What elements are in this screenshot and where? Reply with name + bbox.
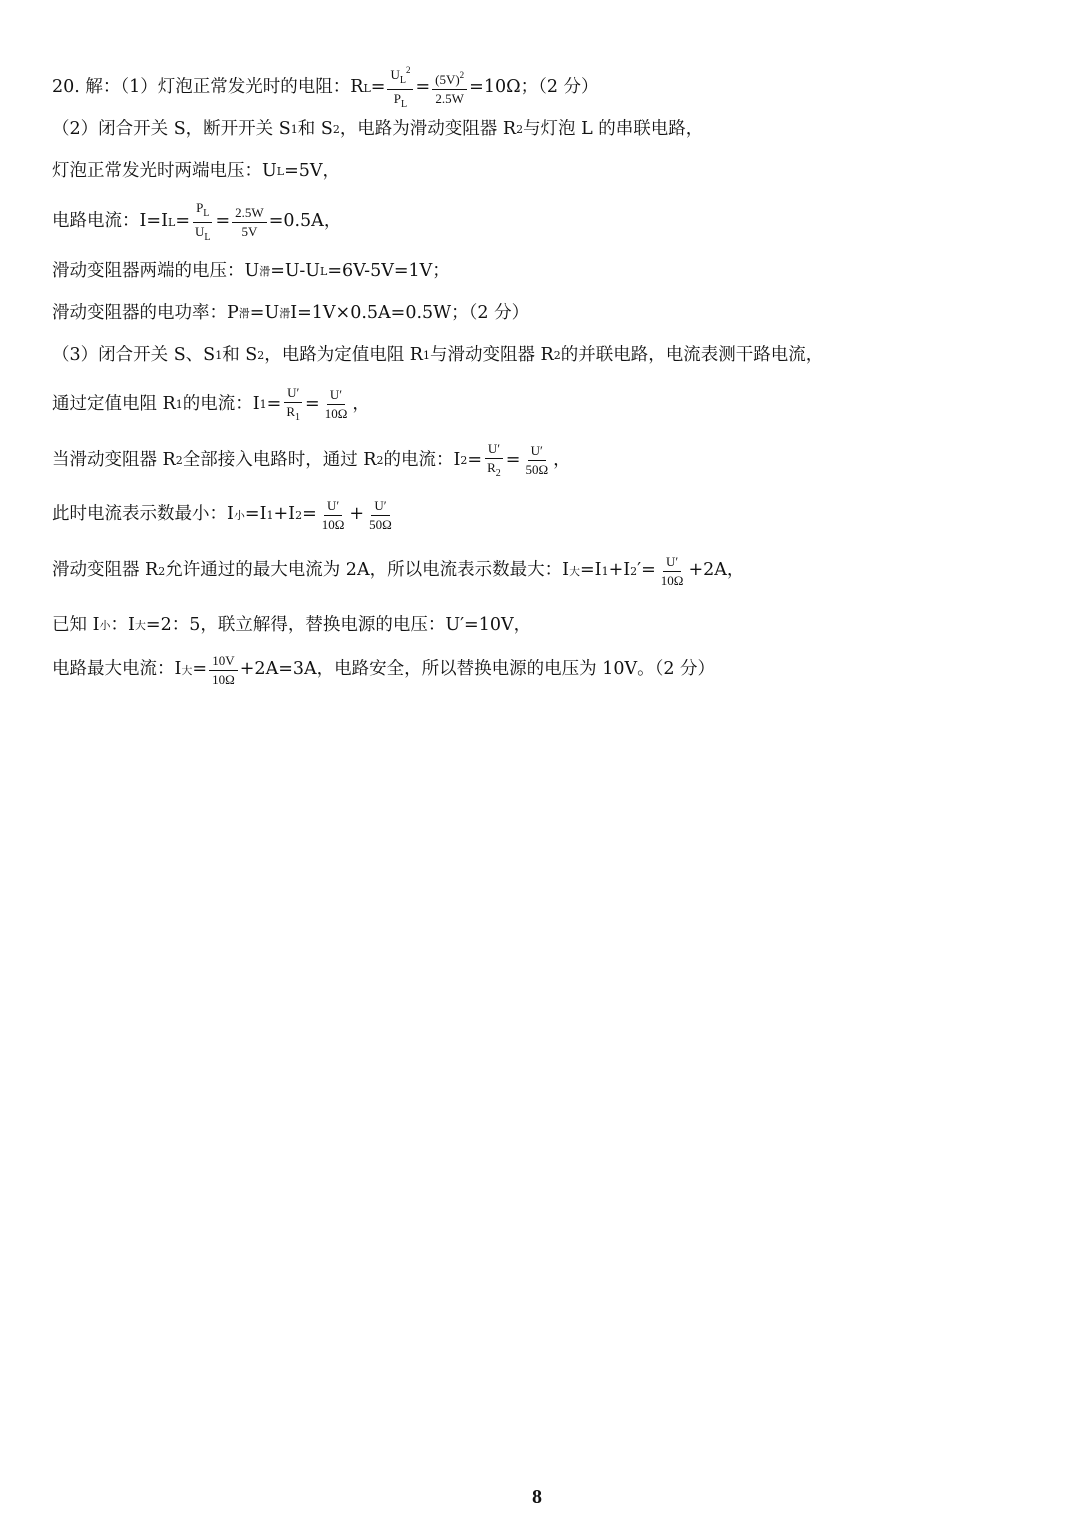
- fraction-u-over-r2: [484, 442, 504, 479]
- fraction-u-over-10ohm: [319, 499, 348, 531]
- subscript: 2: [553, 349, 561, 363]
- text: =6V-5V=1V；: [327, 261, 450, 281]
- superscript: 2: [459, 69, 465, 80]
- text: ，电路为定值电阻 R: [264, 345, 423, 365]
- subscript: L: [399, 75, 406, 86]
- text: 与灯泡 L 的串联电路，: [523, 119, 704, 139]
- subscript: L: [401, 98, 408, 110]
- denominator: 10Ω: [212, 671, 235, 687]
- subscript: 2: [175, 454, 183, 468]
- text: 此时电流表示数最小：I: [52, 504, 234, 525]
- text: =: [192, 659, 208, 680]
- text: =5V，: [284, 161, 340, 181]
- subscript: 小: [99, 619, 111, 633]
- subscript: 2: [257, 349, 265, 363]
- fraction-2p5w-over-5v: [232, 206, 267, 238]
- text: +2A=3A，电路安全，所以替换电源的电压为 10V。（2 分）: [239, 659, 716, 680]
- denominator: 10Ω: [324, 406, 348, 422]
- solution-line-2: [52, 121, 703, 139]
- subscript: 2: [460, 454, 468, 468]
- denominator: R: [487, 459, 496, 475]
- denominator: P: [393, 90, 401, 106]
- subscript: 1: [423, 349, 430, 363]
- subscript: L: [168, 215, 176, 229]
- text: +2A，: [688, 560, 745, 581]
- text: +: [349, 504, 365, 525]
- text: =0.5A，: [268, 211, 342, 232]
- solution-line-7: [52, 347, 823, 365]
- denominator: 10Ω: [321, 516, 345, 532]
- fraction-u-over-10ohm: [322, 388, 351, 420]
- text: =: [305, 393, 320, 414]
- numerator: U′: [528, 444, 546, 461]
- text: 的电流：I: [182, 393, 260, 414]
- fraction-u-over-50ohm: [366, 499, 395, 531]
- subscript: L: [320, 265, 328, 279]
- text: 电路电流：I=I: [52, 211, 168, 232]
- fraction-ul2-over-pl: [387, 66, 413, 110]
- subscript: 1: [290, 123, 298, 137]
- subscript: L: [203, 208, 210, 219]
- denominator: 50Ω: [525, 462, 549, 478]
- subscript: 大: [569, 564, 580, 578]
- text: =10Ω；（2 分）: [469, 77, 599, 98]
- text: =: [266, 393, 282, 414]
- subscript: 1: [259, 398, 267, 412]
- fraction-u-over-r1: [283, 386, 303, 423]
- page-number: 8: [532, 1486, 542, 1508]
- text: 滑动变阻器 R: [52, 560, 159, 581]
- text: ′=: [637, 560, 656, 581]
- text: 20. 解：（1）灯泡正常发光时的电阻：R: [52, 77, 364, 98]
- denominator: R: [286, 403, 296, 419]
- text: 滑动变阻器两端的电压：U: [52, 261, 260, 281]
- subscript: L: [204, 231, 211, 243]
- fraction-pl-over-ul: [192, 201, 214, 243]
- numerator: U′: [371, 499, 389, 516]
- denominator: 2.5W: [435, 90, 464, 106]
- text: 全部接入电路时，通过 R: [182, 449, 377, 470]
- solution-line-11: [52, 555, 744, 587]
- fraction-u-over-10ohm: [658, 555, 687, 587]
- text: 灯泡正常发光时两端电压：U: [52, 161, 277, 181]
- text: =: [415, 77, 431, 98]
- solution-line-1: [52, 66, 599, 110]
- solution-line-6: [52, 305, 529, 323]
- text: 和 S: [222, 345, 258, 365]
- fraction-10v-over-10ohm: [209, 654, 238, 686]
- subscript: 2: [630, 564, 638, 578]
- numerator: U′: [663, 555, 681, 572]
- subscript: 大: [134, 619, 146, 633]
- text: ，: [352, 393, 370, 414]
- subscript: 滑: [238, 307, 250, 321]
- text: =: [175, 211, 190, 232]
- subscript: 滑: [259, 265, 271, 279]
- solution-line-3: [52, 163, 340, 181]
- text: 的并联电路，电流表测干路电流，: [560, 345, 824, 365]
- text: （2）闭合开关 S，断开开关 S: [52, 119, 291, 139]
- text: ：I: [110, 615, 135, 635]
- subscript: L: [363, 81, 371, 95]
- text: =I: [580, 560, 602, 581]
- text: 和 S: [297, 119, 333, 139]
- superscript: 2: [405, 65, 411, 75]
- subscript: L: [276, 165, 285, 179]
- solution-line-13: [52, 654, 715, 686]
- fraction-u-over-50ohm: [522, 444, 551, 476]
- numerator: U′: [327, 388, 345, 405]
- subscript: 1: [295, 411, 301, 423]
- subscript: 大: [181, 663, 193, 677]
- denominator: U: [194, 223, 205, 239]
- text: =: [505, 449, 521, 470]
- text: 允许通过的最大电流为 2A，所以电流表示数最大：I: [165, 560, 569, 581]
- text: I=1V×0.5A=0.5W；（2 分）: [290, 303, 530, 323]
- text: 已知 I: [52, 615, 100, 635]
- denominator: 5V: [241, 223, 258, 239]
- solution-line-12: [52, 617, 531, 635]
- text: 电路最大电流：I: [52, 659, 182, 680]
- text: 通过定值电阻 R: [52, 393, 176, 414]
- subscript: 2: [376, 454, 384, 468]
- text: 的电流：I: [383, 449, 461, 470]
- solution-line-8: [52, 386, 370, 423]
- numerator: U′: [284, 386, 302, 403]
- denominator: 10Ω: [660, 572, 684, 588]
- numerator: 10V: [209, 654, 237, 671]
- solution-line-10: [52, 499, 397, 531]
- text: ，: [553, 449, 571, 470]
- text: =: [302, 504, 317, 525]
- text: =: [370, 77, 386, 98]
- text: =: [215, 211, 231, 232]
- text: +I: [273, 504, 296, 525]
- text: 与滑动变阻器 R: [430, 345, 554, 365]
- subscript: 2: [495, 467, 501, 479]
- fraction-5v2-over-2p5w: [432, 71, 467, 105]
- subscript: 1: [215, 349, 223, 363]
- solution-line-9: [52, 442, 571, 479]
- numerator: U′: [485, 442, 503, 459]
- text: +I: [608, 560, 631, 581]
- text: （3）闭合开关 S、S: [52, 345, 216, 365]
- numerator: (5V): [435, 71, 460, 87]
- subscript: 1: [601, 564, 609, 578]
- subscript: 2: [516, 123, 524, 137]
- subscript: 2: [295, 508, 303, 522]
- numerator: P: [196, 200, 204, 215]
- subscript: 2: [332, 123, 340, 137]
- text: 滑动变阻器的电功率：P: [52, 303, 239, 323]
- text: =U-U: [270, 261, 321, 281]
- subscript: 2: [158, 564, 166, 578]
- denominator: 50Ω: [369, 516, 392, 532]
- solution-line-5: [52, 263, 450, 281]
- subscript: 1: [266, 508, 274, 522]
- subscript: 小: [233, 508, 245, 522]
- numerator: 2.5W: [232, 206, 267, 223]
- text: =I: [244, 504, 267, 525]
- text: =: [467, 449, 483, 470]
- text: ，电路为滑动变阻器 R: [339, 119, 517, 139]
- subscript: 滑: [279, 307, 291, 321]
- numerator: U: [390, 67, 400, 82]
- text: =U: [249, 303, 280, 323]
- numerator: U′: [324, 499, 342, 516]
- subscript: 1: [175, 398, 183, 412]
- text: 当滑动变阻器 R: [52, 449, 176, 470]
- solution-line-4: [52, 201, 341, 243]
- text: =2：5，联立解得，替换电源的电压：U′=10V，: [145, 615, 532, 635]
